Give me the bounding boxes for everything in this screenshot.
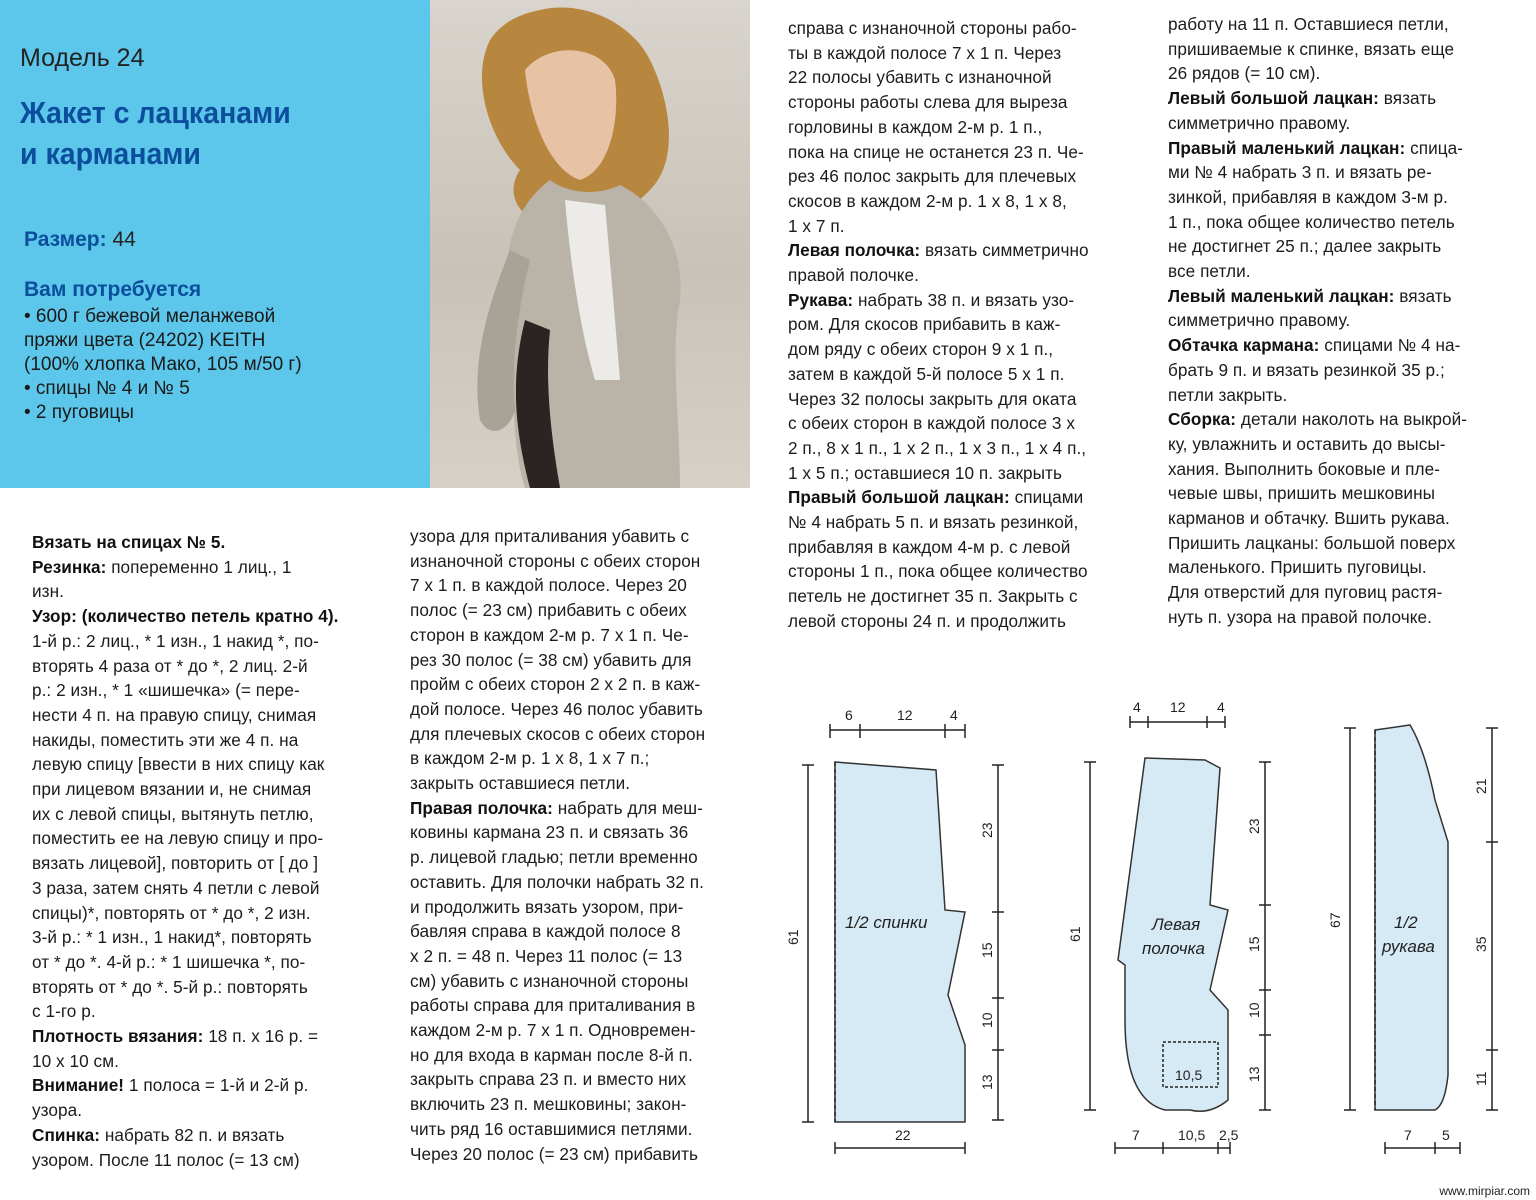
rib-text: попеременно 1 лиц., 1 <box>111 556 292 577</box>
text-line: Через 20 полос (= 23 см) прибавить <box>410 1143 699 1164</box>
text-line: спицы)*, повторять от * до *, 2 изн. <box>32 902 311 923</box>
text-line: 1 п., пока общее количество петель <box>1168 211 1455 232</box>
text-line: Пришить лацканы: большой поверх <box>1168 532 1456 553</box>
right-front-label: Правая полочка: <box>410 797 553 818</box>
back-top-dim: 4 <box>950 707 958 723</box>
big-lapel-label: Правый большой лацкан: <box>788 487 1010 508</box>
rib-label: Резинка: <box>32 556 107 577</box>
rib-text-cont: изн. <box>32 581 64 602</box>
front-diagram <box>1084 716 1271 1154</box>
front-side-dim: 23 <box>1246 818 1262 834</box>
text-line: брать 9 п. и вязать резинкой 35 р.; <box>1168 359 1445 380</box>
text-line: сторон в каждом 2-м р. 7 х 1 п. Че- <box>410 624 689 645</box>
attention-text: 1 полоса = 1-й и 2-й р. <box>128 1075 309 1096</box>
density-label: Плотность вязания: <box>32 1026 204 1047</box>
front-top-dim: 4 <box>1217 699 1225 715</box>
text-line: рез 46 полос закрыть для плечевых <box>788 166 1077 187</box>
front-side-dim: 10 <box>1246 1002 1262 1018</box>
sleeve-bottom-dim: 5 <box>1442 1127 1450 1143</box>
text-line: горловины в каждом 2-м р. 1 п., <box>788 116 1043 137</box>
text-line: рез 30 полос (= 38 см) убавить для <box>410 649 692 670</box>
text-line: не достигнет 25 п.; далее закрыть <box>1168 236 1442 257</box>
text-line: ми № 4 набрать 3 п. и вязать ре- <box>1168 162 1432 183</box>
back-label: 1/2 спинки <box>845 913 928 932</box>
text-line: 1 х 5 п.; оставшиеся 10 п. закрыть <box>788 462 1062 483</box>
sleeve-label-1: 1/2 <box>1394 913 1418 932</box>
back-bottom-dim: 22 <box>895 1127 911 1143</box>
text-line: с 1-го р. <box>32 1001 96 1022</box>
front-bottom-dim: 10,5 <box>1178 1127 1206 1143</box>
sleeve-side-dim: 21 <box>1473 778 1489 794</box>
title-line-1: Жакет с лацканами <box>20 95 291 130</box>
text-line: хания. Выполнить боковые и пле- <box>1168 458 1440 479</box>
text-line: маленького. Пришить пуговицы. <box>1168 557 1427 578</box>
back-height-dim: 61 <box>785 929 801 945</box>
material-item: пряжи цвета (24202) KEITH <box>24 330 266 351</box>
size-value: 44 <box>112 228 136 251</box>
text-line: 7 х 1 п. в каждой полосе. Через 20 <box>410 575 687 596</box>
assembly-text: детали наколоть на выкрой- <box>1240 409 1468 430</box>
pocket-facing-label: Обтачка кармана: <box>1168 335 1320 356</box>
text-line: работу на 11 п. Оставшиеся петли, <box>1168 14 1449 34</box>
text-line: стороны работы слева для выреза <box>788 92 1068 113</box>
text-line: их с левой спицы, вытянуть петлю, <box>32 803 314 824</box>
material-item: • спицы № 4 и № 5 <box>24 378 190 399</box>
front-bottom-dim: 2,5 <box>1219 1127 1239 1143</box>
instructions-column-4 <box>1168 12 1518 630</box>
model-number: Модель 24 <box>20 44 145 72</box>
text-line: № 4 набрать 5 п. и вязать резинкой, <box>788 512 1079 533</box>
material-item: • 2 пуговицы <box>24 402 134 423</box>
left-front-text-cont: правой полочке. <box>788 265 919 286</box>
front-top-dim: 12 <box>1170 699 1186 715</box>
text-line: закрыть справа 23 п. и вместо них <box>410 1069 687 1090</box>
text-line: 3-й р.: * 1 изн., 1 накид*, повторять <box>32 927 312 948</box>
left-small-lapel-cont: симметрично правому. <box>1168 310 1351 331</box>
sleeves-text: набрать 38 п. и вязать узо- <box>857 289 1075 310</box>
text-line: чевые швы, пришить мешковины <box>1168 483 1436 504</box>
text-line: 1-й р.: 2 лиц., * 1 изн., 1 накид *, по- <box>32 630 319 651</box>
text-line: ты в каждой полосе 7 х 1 п. Через <box>788 42 1062 63</box>
material-item: • 600 г бежевой меланжевой <box>24 306 276 327</box>
text-line: каждом 2-м р. 7 х 1 п. Одновремен- <box>410 1020 696 1041</box>
left-big-lapel-text: вязать <box>1383 88 1437 109</box>
text-line: левую спицу [ввести в них спицу как <box>32 754 325 775</box>
size-line <box>24 228 136 252</box>
text-line: с обеих сторон в каждой полосе 3 х <box>788 413 1075 434</box>
text-line: ковины кармана 23 п. и связать 36 <box>410 822 689 843</box>
front-label-2: полочка <box>1142 939 1205 958</box>
pattern-diagrams-svg <box>770 690 1536 1190</box>
back-diagram <box>802 724 1004 1154</box>
material-item: (100% хлопка Мако, 105 м/50 г) <box>24 354 302 375</box>
front-side-dim: 15 <box>1246 936 1262 952</box>
big-lapel-text: спицами <box>1014 487 1084 508</box>
text-line: поместить ее на левую спицу и про- <box>32 828 324 849</box>
back-side-dim: 23 <box>979 822 995 838</box>
model-photo-illustration <box>430 0 750 488</box>
size-label: Размер: <box>24 228 107 251</box>
text-line: скосов в каждом 2-м р. 1 х 8, 1 х 8, <box>788 190 1067 211</box>
front-bottom-dim: 7 <box>1132 1127 1140 1143</box>
text-line: бавляя справа в каждой полосе 8 <box>410 921 681 942</box>
text-line: р. лицевой гладью; петли временно <box>410 847 698 868</box>
text-line: затем в каждой 5-й полосе 5 х 1 п. <box>788 363 1065 384</box>
text-line: изнаночной стороны с обеих сторон <box>410 550 701 571</box>
text-line: но для входа в карман после 8-й п. <box>410 1044 693 1065</box>
right-small-lapel-text: спица- <box>1410 137 1464 158</box>
text-line: х 2 п. = 48 п. Через 11 полос (= 13 <box>410 945 683 966</box>
title-line-2: и карманами <box>20 136 201 171</box>
text-line: вязать лицевой], повторить от [ до ] <box>32 853 319 874</box>
sleeve-height-dim: 67 <box>1327 912 1343 928</box>
text-line: вторять от * до *. 5-й р.: повторять <box>32 976 308 997</box>
text-line: 22 полосы убавить с изнаночной <box>788 67 1052 88</box>
text-line: пока на спице не останется 23 п. Че- <box>788 141 1084 162</box>
text-line: узора для приталивания убавить с <box>410 526 690 546</box>
text-line: Через 32 полосы закрыть для оката <box>788 388 1077 409</box>
left-front-label: Левая полочка: <box>788 240 921 261</box>
text-line: при лицевом вязании и, не снимая <box>32 779 312 800</box>
attention-label: Внимание! <box>32 1075 125 1096</box>
text-line: зинкой, прибавляя в каждом 3-м р. <box>1168 186 1448 207</box>
front-height-dim: 61 <box>1067 926 1083 942</box>
left-small-lapel-label: Левый маленький лацкан: <box>1168 285 1395 306</box>
density-text: 18 п. х 16 р. = <box>208 1026 319 1047</box>
front-top-dim: 4 <box>1133 699 1141 715</box>
text-line: карманов и обтачку. Вшить рукава. <box>1168 508 1450 529</box>
text-line: накиды, поместить эти же 4 п. на <box>32 729 299 750</box>
back-side-dim: 10 <box>979 1012 995 1028</box>
text-line: левой стороны 24 п. и продолжить <box>788 610 1066 631</box>
text-line: для плечевых скосов с обеих сторон <box>410 723 706 744</box>
model-photo <box>430 0 750 488</box>
text-line: дой полосе. Через 46 полос убавить <box>410 698 703 719</box>
left-small-lapel-text: вязать <box>1399 285 1452 306</box>
text-line: вторять 4 раза от * до *, 2 лиц. 2-й <box>32 655 308 676</box>
text-line: 2 п., 8 х 1 п., 1 х 2 п., 1 х 3 п., 1 х 4 п., <box>788 437 1087 458</box>
text-line: ром. Для скосов прибавить в каж- <box>788 314 1061 335</box>
materials-heading: Вам потребуется <box>24 278 202 301</box>
text-line: работы справа для приталивания в <box>410 995 696 1016</box>
sleeve-bottom-dim: 7 <box>1404 1127 1412 1143</box>
instructions-column-2 <box>410 524 770 1166</box>
watermark: www.mirpiar.com <box>1439 1184 1530 1198</box>
text-line: включить 23 п. мешковины; закон- <box>410 1094 687 1115</box>
assembly-label: Сборка: <box>1168 409 1237 430</box>
right-front-text: набрать для меш- <box>557 797 703 818</box>
text-line: нуть п. узора на правой полочке. <box>1168 606 1432 627</box>
left-big-lapel-label: Левый большой лацкан: <box>1168 88 1379 109</box>
text-line: прибавляя в каждом 4-м р. с левой <box>788 536 1071 557</box>
header-panel <box>0 0 430 488</box>
instructions-column-1 <box>32 530 382 1172</box>
sleeve-label-2: рукава <box>1382 937 1435 956</box>
text-line: нести 4 п. на правую спицу, снимая <box>32 704 317 725</box>
pattern-diagrams <box>770 690 1536 1190</box>
back-side-dim: 15 <box>979 942 995 958</box>
text-line: оставить. Для полочки набрать 32 п. <box>410 871 704 892</box>
sleeve-side-dim: 11 <box>1473 1071 1489 1086</box>
back-text-cont: узором. После 11 полос (= 13 см) <box>32 1149 300 1170</box>
text-line: от * до *. 4-й р.: * 1 шишечка *, по- <box>32 951 306 972</box>
text-line: дом ряду с обеих сторон 9 х 1 п., <box>788 339 1054 360</box>
attention-text-cont: узора. <box>32 1100 83 1121</box>
back-side-dim: 13 <box>979 1074 995 1090</box>
front-label-1: Левая <box>1152 915 1201 934</box>
materials-list <box>24 305 424 425</box>
pocket-dim: 10,5 <box>1175 1067 1203 1083</box>
back-top-dim: 6 <box>845 707 853 723</box>
text-line: чить ряд 16 оставшимися петлями. <box>410 1118 693 1139</box>
text-line: в каждом 2-м р. 1 х 8, 1 х 7 п.; <box>410 748 650 769</box>
left-front-text: вязать симметрично <box>924 240 1089 261</box>
text-line: р.: 2 изн., * 1 «шишечка» (= пере- <box>32 680 300 701</box>
text-line: полос (= 23 см) прибавить с обеих <box>410 600 687 621</box>
back-top-dim: 12 <box>897 707 913 723</box>
back-label: Спинка: <box>32 1124 100 1145</box>
text-line: все петли. <box>1168 261 1251 282</box>
text-line: ку, увлажнить и оставить до высы- <box>1168 433 1446 454</box>
front-side-dim: 13 <box>1246 1066 1262 1082</box>
sleeves-label: Рукава: <box>788 289 854 310</box>
text-line: петли закрыть. <box>1168 384 1288 405</box>
text-line: пройм с обеих сторон 2 х 2 п. в каж- <box>410 674 701 695</box>
text-line: справа с изнаночной стороны рабо- <box>788 18 1077 38</box>
left-big-lapel-cont: симметрично правому. <box>1168 112 1351 133</box>
right-small-lapel-label: Правый маленький лацкан: <box>1168 137 1406 158</box>
needles-note: Вязать на спицах № 5. <box>32 532 226 552</box>
text-line: пришиваемые к спинке, вязать еще <box>1168 38 1455 59</box>
sleeve-side-dim: 35 <box>1473 936 1489 952</box>
pattern-label: Узор: (количество петель кратно 4). <box>32 606 339 627</box>
text-line: Для отверстий для пуговиц растя- <box>1168 582 1443 603</box>
text-line: и продолжить вязать узором, при- <box>410 896 684 917</box>
page-title <box>20 92 291 174</box>
back-text: набрать 82 п. и вязать <box>104 1124 285 1145</box>
text-line: 26 рядов (= 10 см). <box>1168 63 1321 84</box>
pocket-facing-text: спицами № 4 на- <box>1324 335 1461 356</box>
text-line: стороны 1 п., пока общее количество <box>788 561 1088 582</box>
text-line: 3 раза, затем снять 4 петли с левой <box>32 877 320 898</box>
text-line: см) убавить с изнаночной стороны <box>410 970 689 991</box>
density-text-cont: 10 х 10 см. <box>32 1050 119 1071</box>
instructions-column-3 <box>788 16 1148 634</box>
text-line: 1 х 7 п. <box>788 215 845 236</box>
text-line: петель не достигнет 35 п. Закрыть с <box>788 586 1078 607</box>
text-line: закрыть оставшиеся петли. <box>410 773 631 794</box>
